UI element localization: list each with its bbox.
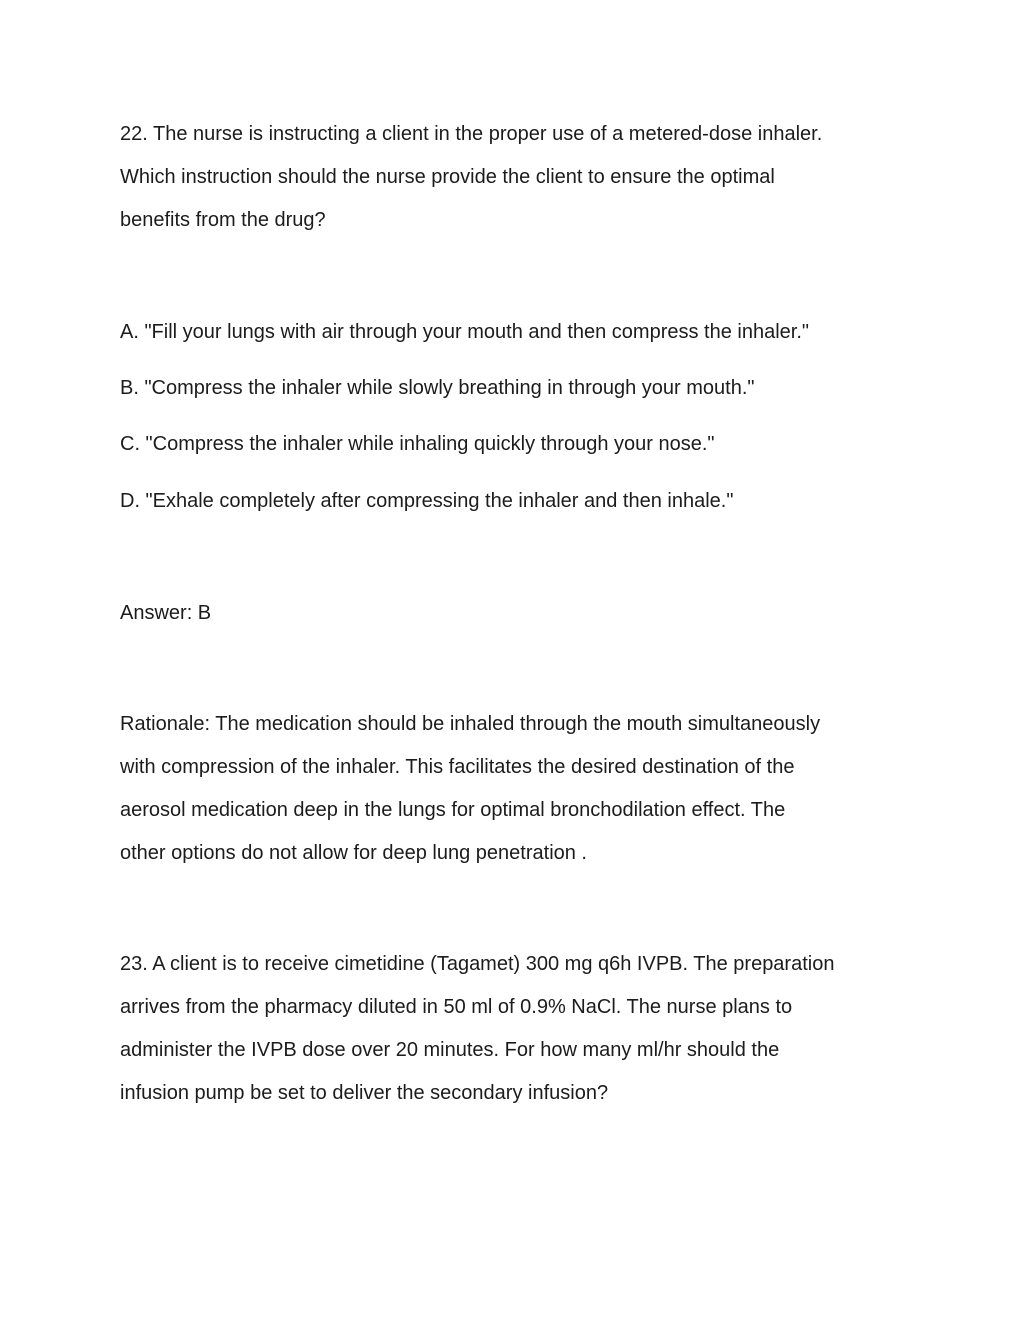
- question-22-stem-line-3: benefits from the drug?: [120, 209, 326, 231]
- rationale-line-3: aerosol medication deep in the lungs for optimal bronchodilation effect. The: [120, 799, 786, 821]
- question-22-stem-line-2: Which instruction should the nurse provide the client to ensure the optimal: [120, 166, 775, 188]
- rationale-line-4: other options do not allow for deep lung penetration .: [120, 842, 587, 864]
- question-22-stem: [120, 113, 822, 242]
- question-23-stem-line-3: administer the IVPB dose over 20 minutes. For how many ml/hr should the: [120, 1039, 780, 1061]
- question-22-option-c: C. "Compress the inhaler while inhaling quickly through your nose.": [120, 433, 715, 455]
- question-22-option-b: B. "Compress the inhaler while slowly breathing in through your mouth.": [120, 377, 755, 399]
- document-page: [120, 0, 910, 1320]
- question-23-stem: [120, 943, 834, 1115]
- rationale-line-2: with compression of the inhaler. This facilitates the desired destination of the: [120, 756, 795, 778]
- question-23-stem-line-4: infusion pump be set to deliver the secondary infusion?: [120, 1082, 609, 1104]
- question-22-option-d: D. "Exhale completely after compressing the inhaler and then inhale.": [120, 490, 734, 512]
- question-22-option-a: A. "Fill your lungs with air through your mouth and then compress the inhaler.": [120, 321, 809, 343]
- question-23-stem-line-1: 23. A client is to receive cimetidine (Tagamet) 300 mg q6h IVPB. The preparation: [120, 953, 835, 975]
- question-22-rationale: [120, 703, 820, 875]
- question-23-stem-line-2: arrives from the pharmacy diluted in 50 ml of 0.9% NaCl. The nurse plans to: [120, 996, 793, 1018]
- rationale-line-1: Rationale: The medication should be inhaled through the mouth simultaneously: [120, 713, 821, 735]
- question-22-stem-line-1: 22. The nurse is instructing a client in the proper use of a metered-dose inhaler.: [120, 123, 823, 145]
- question-22-answer: Answer: B: [120, 602, 212, 624]
